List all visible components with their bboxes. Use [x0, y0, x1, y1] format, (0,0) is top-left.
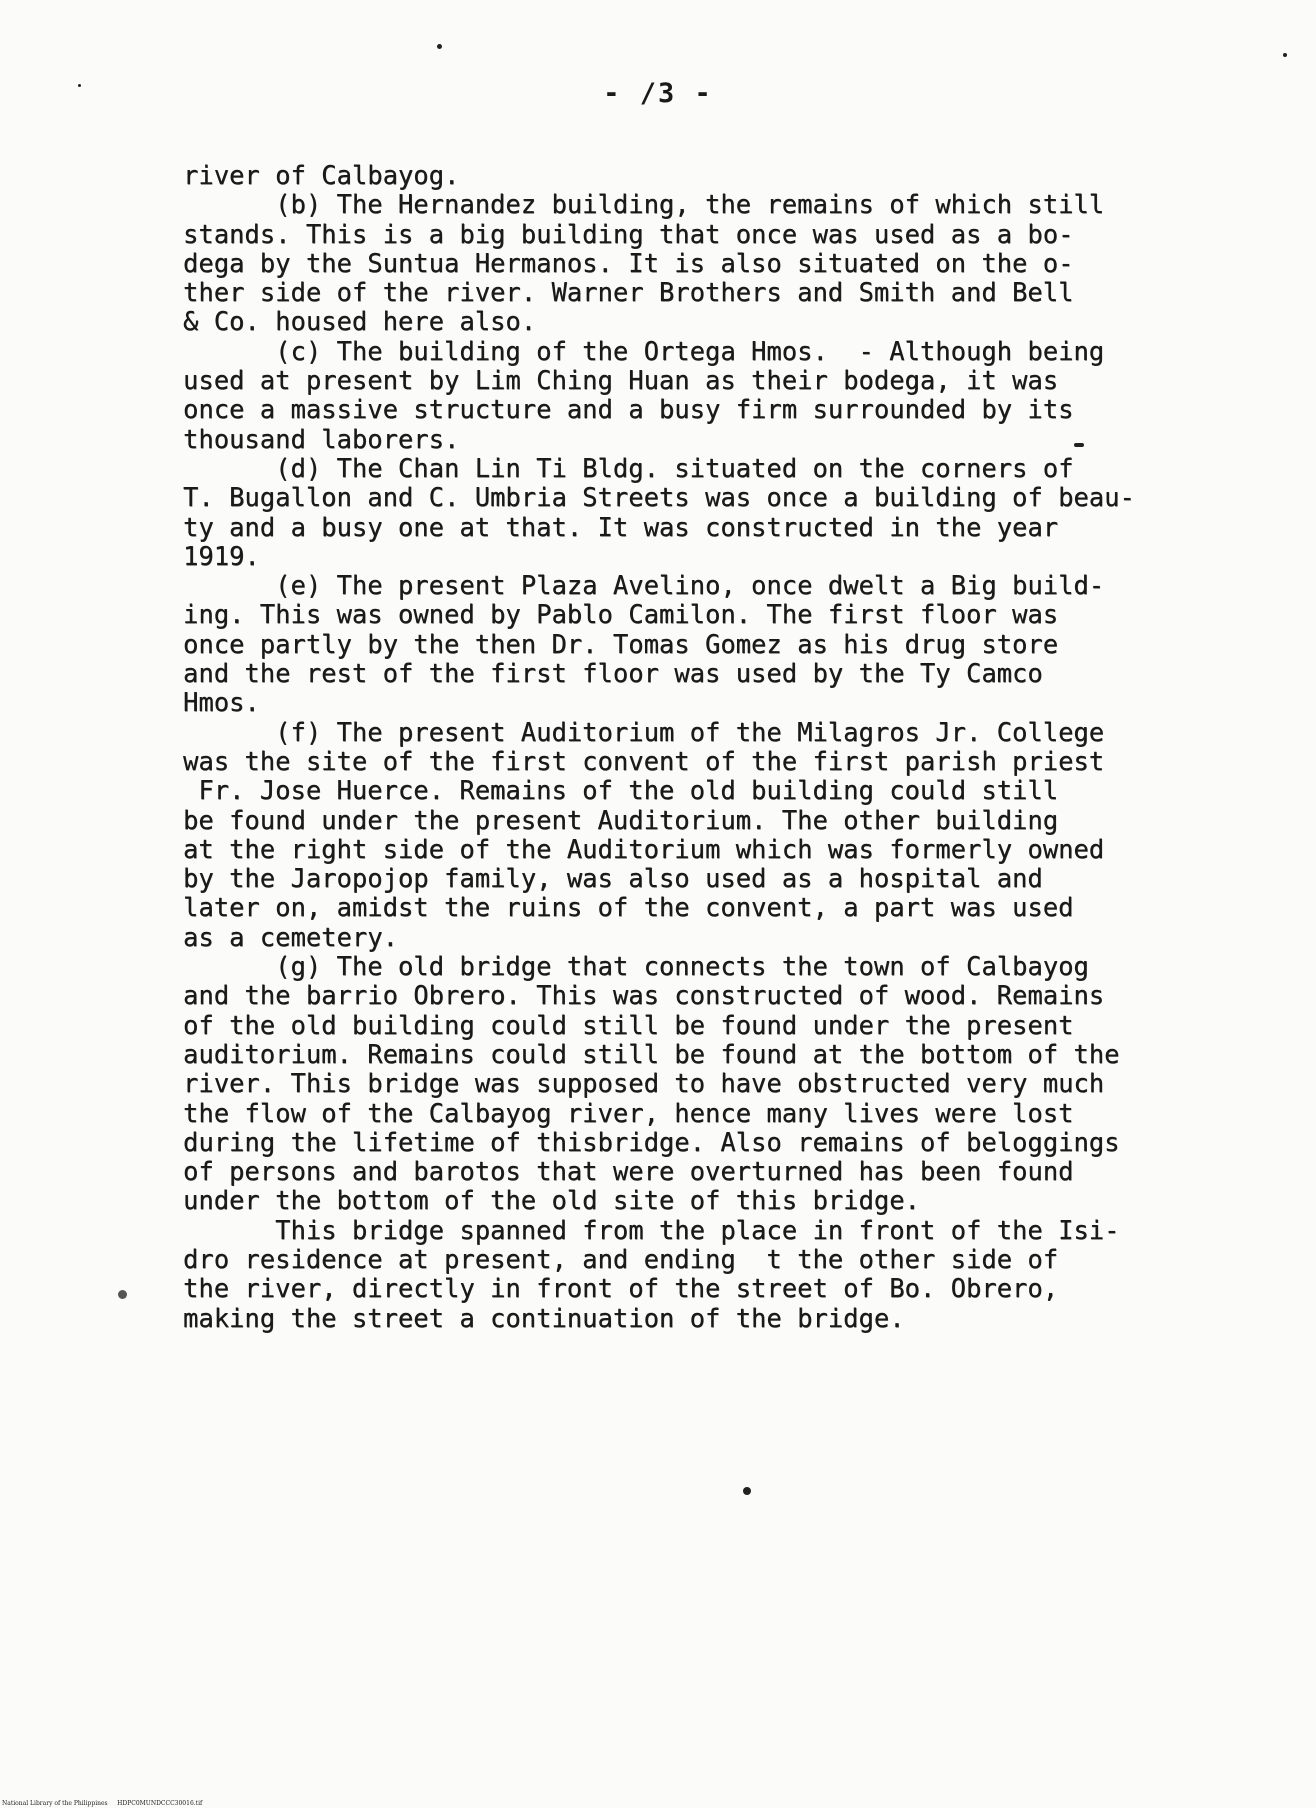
- text-line: stands. This is a big building that once was used as a bo-: [183, 219, 1074, 250]
- text-line: making the street a continuation of the bridge.: [183, 1303, 905, 1334]
- text-line: (e) The present Plaza Avelino, once dwelt a Big build-: [183, 571, 1105, 602]
- ink-speck: [437, 44, 442, 49]
- text-line: during the lifetime of thisbridge. Also remains of beloggings: [183, 1127, 1120, 1158]
- text-line: was the site of the first convent of the first parish priest: [183, 746, 1105, 777]
- text-line: river of Calbayog.: [183, 161, 460, 191]
- footer-source-note: National Library of the Philippines HDPC0MUNDCCC30016.tif: [2, 1800, 203, 1807]
- text-line: ing. This was owned by Pablo Camilon. The first floor was: [183, 600, 1059, 631]
- text-line: Hmos.: [183, 688, 260, 719]
- ink-speck: [78, 84, 81, 87]
- text-line: (g) The old bridge that connects the town of Calbayog: [183, 952, 1089, 983]
- text-line: T. Bugallon and C. Umbria Streets was once a building of beau-: [183, 483, 1135, 514]
- text-line: river. This bridge was supposed to have obstructed very much: [183, 1069, 1105, 1100]
- text-line: once a massive structure and a busy firm surrounded by its: [183, 395, 1074, 426]
- page-number: - /3 -: [603, 78, 713, 109]
- text-line: dega by the Suntua Hermanos. It is also situated on the o-: [183, 248, 1074, 279]
- text-line: of persons and barotos that were overturned has been found: [183, 1157, 1074, 1188]
- text-line: dro residence at present, and ending t the other side of: [183, 1244, 1059, 1275]
- body-text: [183, 162, 1263, 1334]
- text-line: (b) The Hernandez building, the remains of which still: [183, 190, 1105, 221]
- ink-speck: [118, 1290, 127, 1299]
- text-line: (f) The present Auditorium of the Milagros Jr. College: [183, 717, 1105, 748]
- text-line: and the barrio Obrero. This was constructed of wood. Remains: [183, 981, 1105, 1012]
- ink-speck: [1074, 443, 1084, 447]
- text-line: ther side of the river. Warner Brothers and Smith and Bell: [183, 278, 1074, 309]
- text-line: the flow of the Calbayog river, hence many lives were lost: [183, 1098, 1074, 1129]
- text-line: (d) The Chan Lin Ti Bldg. situated on the corners of: [183, 453, 1074, 484]
- text-line: and the rest of the first floor was used by the Ty Camco: [183, 659, 1043, 690]
- text-line: be found under the present Auditorium. The other building: [183, 805, 1059, 836]
- text-line: under the bottom of the old site of this bridge.: [183, 1186, 920, 1217]
- text-line: used at present by Lim Ching Huan as their bodega, it was: [183, 366, 1059, 397]
- text-line: 1919.: [183, 541, 260, 572]
- text-line: as a cemetery.: [183, 922, 398, 953]
- text-line: of the old building could still be found under the present: [183, 1010, 1074, 1041]
- text-line: This bridge spanned from the place in front of the Isi-: [183, 1215, 1120, 1246]
- text-line: thousand laborers.: [183, 424, 460, 455]
- ink-speck: [743, 1487, 751, 1495]
- text-line: later on, amidst the ruins of the convent, a part was used: [183, 893, 1074, 924]
- text-line: auditorium. Remains could still be found at the bottom of the: [183, 1039, 1120, 1070]
- text-line: once partly by the then Dr. Tomas Gomez as his drug store: [183, 629, 1059, 660]
- text-line: the river, directly in front of the street of Bo. Obrero,: [183, 1274, 1059, 1305]
- text-line: at the right side of the Auditorium which was formerly owned: [183, 834, 1105, 865]
- text-line: by the Jaropojop family, was also used as a hospital and: [183, 864, 1043, 895]
- text-line: Fr. Jose Huerce. Remains of the old building could still: [183, 776, 1059, 807]
- text-line: & Co. housed here also.: [183, 307, 537, 338]
- text-line: (c) The building of the Ortega Hmos. - Although being: [183, 336, 1105, 367]
- ink-speck: [1283, 53, 1287, 57]
- text-line: ty and a busy one at that. It was constructed in the year: [183, 512, 1059, 543]
